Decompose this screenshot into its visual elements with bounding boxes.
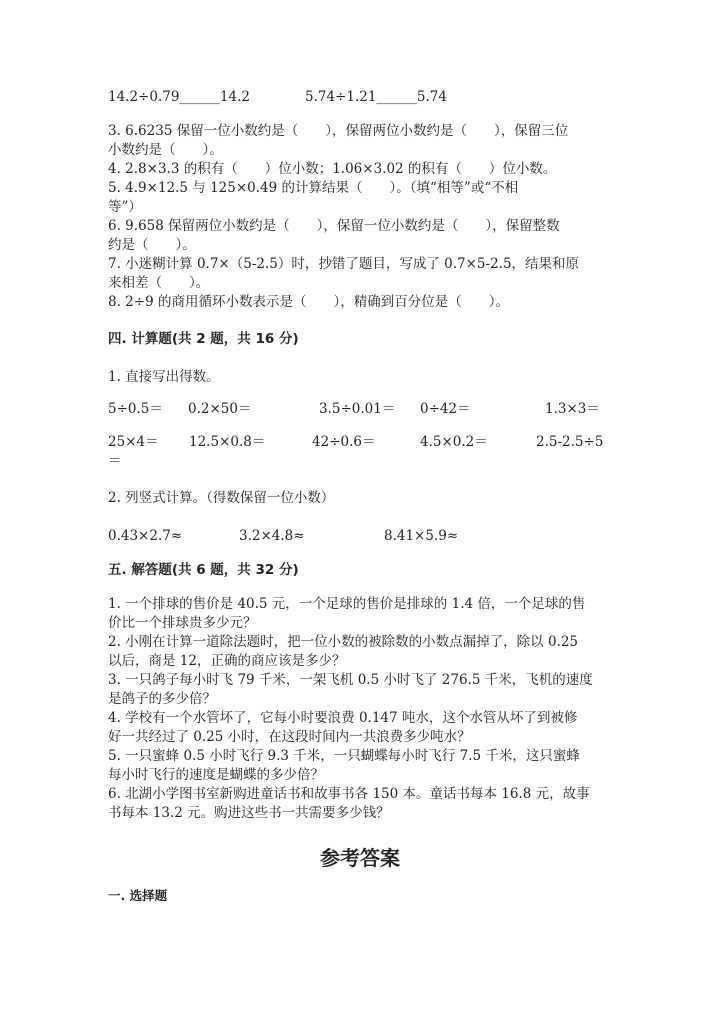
calc-item: 3.5÷0.01＝ bbox=[319, 401, 396, 417]
problem-line: 是鸽子的多少倍？ bbox=[108, 691, 216, 707]
compare-a: 14.2÷0.79______14.2 bbox=[108, 89, 250, 105]
fill-line: 约是（ ）。 bbox=[108, 237, 196, 253]
answers-title: 参考答案 bbox=[320, 846, 400, 870]
fill-line: 来相差（ ）。 bbox=[108, 275, 210, 291]
calc-item: 3.2×4.8≈ bbox=[239, 528, 305, 544]
problem-line: 2. 小刚在计算一道除法题时，把一位小数的被除数的小数点漏掉了，除以 0.25 bbox=[108, 634, 579, 650]
calc-item: 4.5×0.2＝ bbox=[420, 434, 488, 450]
fill-line: 7. 小迷糊计算 0.7×（5-2.5）时，抄错了题目，写成了 0.7×5-2.5，结果和原 bbox=[108, 256, 580, 272]
problem-line: 4. 学校有一个水管坏了，它每小时要浪费 0.147 吨水，这个水管从坏了到被修 bbox=[108, 710, 578, 726]
calc-item-wrap: ＝ bbox=[108, 453, 122, 469]
problem-line: 1. 一个排球的售价是 40.5 元，一个足球的售价是排球的 1.4 倍，一个足球的售 bbox=[108, 596, 586, 612]
section4-q2: 2. 列竖式计算。（得数保留一位小数） bbox=[108, 490, 335, 506]
problem-line: 5. 一只蜜蜂 0.5 小时飞行 9.3 千米，一只蝴蝶每小时飞行 7.5 千米，这只蜜蜂 bbox=[108, 748, 580, 764]
calc-item: 5÷0.5＝ bbox=[108, 401, 163, 417]
calc-item: 1.3×3＝ bbox=[545, 401, 600, 417]
fill-line: 4. 2.8×3.3 的积有（ ）位小数；1.06×3.02 的积有（ ）位小数。 bbox=[108, 161, 557, 177]
calc-item: 0÷42＝ bbox=[420, 401, 471, 417]
problem-line: 6. 北湖小学图书室新购进童话书和故事书各 150 本。童话书每本 16.8 元，故事 bbox=[108, 786, 590, 802]
problem-line: 每小时飞行的速度是蝴蝶的多少倍？ bbox=[108, 767, 324, 783]
fill-line: 5. 4.9×12.5 与 125×0.49 的计算结果（ ）。（填“相等”或“不相 bbox=[108, 180, 519, 196]
fill-line: 6. 9.658 保留两位小数约是（ ），保留一位小数约是（ ），保留整数 bbox=[108, 218, 560, 234]
calc-item: 0.43×2.7≈ bbox=[108, 528, 183, 544]
section4-q1: 1. 直接写出得数。 bbox=[108, 369, 220, 385]
fill-line: 小数约是（ ）。 bbox=[108, 142, 223, 158]
problem-line: 好一共经过了 0.25 小时，在这段时间内一共浪费多少吨水？ bbox=[108, 729, 471, 745]
calc-item: 0.2×50＝ bbox=[188, 401, 252, 417]
fill-line: 3. 6.6235 保留一位小数约是（ ），保留两位小数约是（ ），保留三位 bbox=[108, 123, 569, 139]
problem-line: 3. 一只鸽子每小时飞 79 千米，一架飞机 0.5 小时飞了 276.5 千米，飞机的速度 bbox=[108, 672, 593, 688]
calc-item: 12.5×0.8＝ bbox=[189, 434, 266, 450]
fill-line: 8. 2÷9 的商用循环小数表示是（ ），精确到百分位是（ ）。 bbox=[108, 294, 509, 310]
calc-item: 2.5-2.5÷5 bbox=[536, 434, 604, 450]
problem-line: 以后，商是 12，正确的商应该是多少？ bbox=[108, 653, 346, 669]
compare-b: 5.74÷1.21______5.74 bbox=[305, 89, 447, 105]
calc-item: 8.41×5.9≈ bbox=[384, 528, 459, 544]
problem-line: 书每本 13.2 元。购进这些书一共需要多少钱？ bbox=[108, 805, 390, 821]
calc-item: 25×4＝ bbox=[108, 434, 159, 450]
fill-line: 等”） bbox=[108, 199, 142, 215]
section4-heading: 四. 计算题(共 2 题，共 16 分) bbox=[108, 331, 299, 347]
problem-line: 价比一个排球贵多少元？ bbox=[108, 615, 257, 631]
answers-section1-heading: 一. 选择题 bbox=[108, 888, 168, 903]
section5-heading: 五. 解答题(共 6 题，共 32 分) bbox=[108, 562, 299, 578]
calc-item: 42÷0.6＝ bbox=[312, 434, 376, 450]
